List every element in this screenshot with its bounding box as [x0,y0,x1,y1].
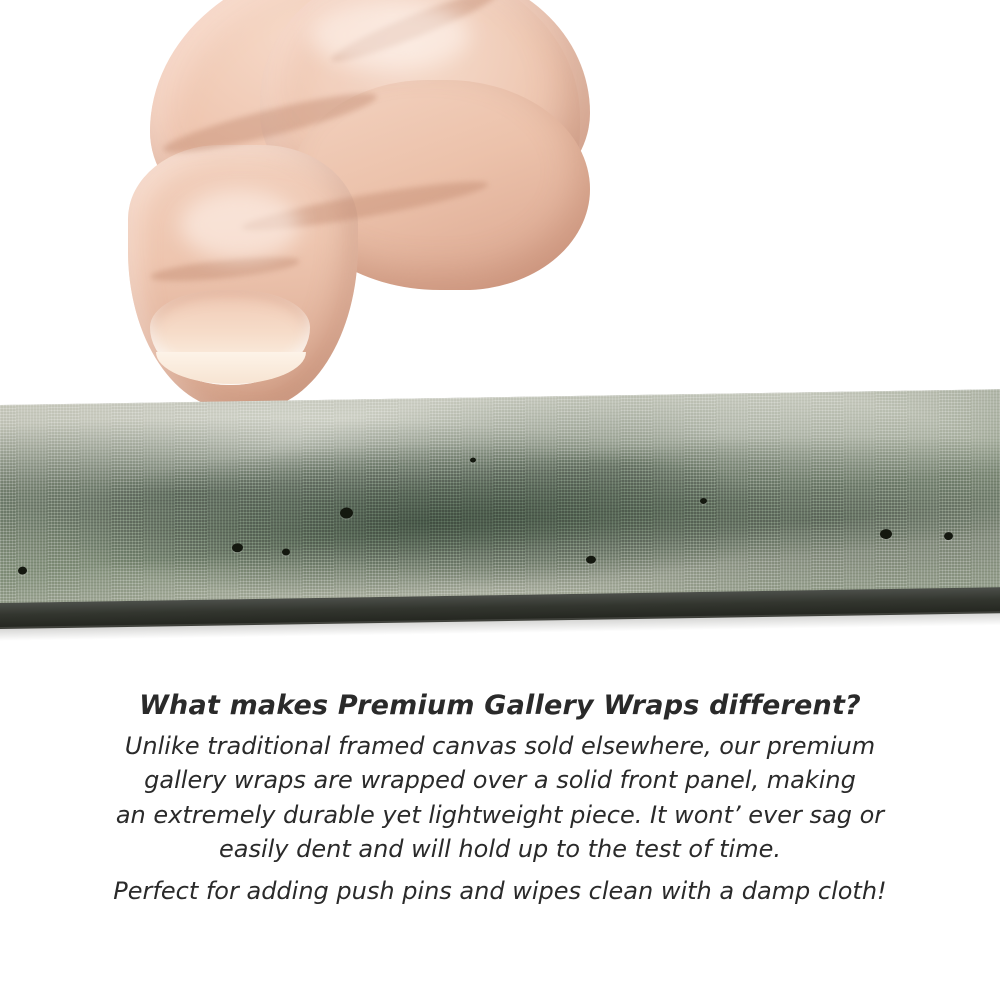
canvas-print-surface [0,389,1000,610]
gallery-wrap-canvas-slab [0,405,1000,640]
caption-line: gallery wraps are wrapped over a solid front panel, making [144,766,856,795]
caption-body [0,729,1000,909]
caption-line: an extremely durable yet lightweight piece. It wont’ ever sag or [115,800,885,829]
hand-pressing-illustration [120,0,600,420]
skin-highlight [180,190,300,260]
caption-line: Unlike traditional framed canvas sold elsewhere, our premium [124,732,876,760]
skin-highlight [310,0,470,70]
canvas-weave-texture [0,389,1000,610]
caption-closing-line: Perfect for adding push pins and wipes clean with a damp cloth! [113,877,887,906]
caption-heading: What makes Premium Gallery Wraps different? [139,690,861,721]
caption-block [0,690,1000,909]
caption-line: easily dent and will hold up to the test of time. [218,834,781,863]
